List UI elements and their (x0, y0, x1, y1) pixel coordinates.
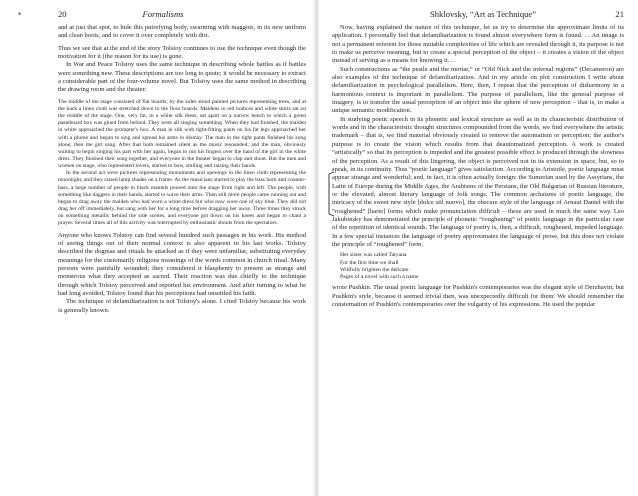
verse-line: Willfully brighten the delicate (340, 266, 409, 273)
paragraph: In studying poetic speech in its phonetic and lexical structure as well as in its characteristic distribution of words and in the characteristic thought structures compounded from the words, we find everywhere the artistic trademark – that is, we find material obviously created to remove the automatism or perception; the author's purpose is to create the vision which results from that deautomatized perception. A work is created “artistically” so that its perception is impeded and the greatest possible effect is produced through the slowness of the perception. As a result of this lingering, the object is perceived not in its extension in space, but, so to speak, in its continuity. Thus “poetic language” gives satisfaction. According to Aristotle, poetic language must appear strange and wonderful; and, in fact, it is often actually foreign: the Sumerian used by the Assyrians, the Latin of Europe during the Middle Ages, the Arabisms of the Persians, the Old Bulgarian of Russian literature, or the elevated, almost literary language of folk songs. The common archaisms of poetic language, the intricacy of the sweet new style [dolce stil nuovo], the obscure style of the language of Arnaut Daniel with the “roughened” [harte] forms which make pronunciation difficult – these are used in much the same way. Leo Jakubinsky has demonstrated the principle of phonetic “roughening” of poetic language in the particular case of the repetition of identical sounds. The language of poetry is, then, a difficult, roughened, impeded language. In a few special instances the language of poetry approximates the language of prose, but this does not violate the principle of “roughened” form. (332, 115, 624, 248)
paragraph: Such constructions as “the pestle and the mortar,” or “Old Nick and the infernal regions” (Decameron) are also examples of the technique of defamiliarization. And in my article on plot construction I write about defamiliarization in psychological parallelism. Here, then, I repeat that the perception of disharmony in a harmonious context is important in parallelism. The purpose of parallelism, like the general purpose of imagery, is to transfer the usual perception of an object into the sphere of new perception – that is, to make a unique semantic modification. (332, 65, 624, 115)
verse-quotation (340, 252, 624, 281)
paragraph-continued: and at just that spot, to hide this putrefying body, swarming with maggots, in its new uniform and clean boots, and to cover it over completely with dirt. (58, 24, 306, 40)
quote-paragraph: The middle of the stage consisted of flat boards; by the sides stood painted pictures representing trees, and at the back a linen cloth was stretched down to the floor boards. Maidens in red bodices and white skirts sat on the middle of the stage. One, very fat, in a white silk dress, sat apart on a narrow bench to which a green pasteboard box was glued from behind. They were all singing something. When they had finished, the maiden in white approached the prompter's box. A man in silk with tight-fitting pants on his fat legs approached her with a plume and began to sing and spread his arms in dismay. The man in the tight pants finished his song alone; then the girl sang. After that both remained silent as the music resounded; and the man, obviously waiting to begin singing his part with her again, began to run his fingers over the hand of the girl in the white dress. They finished their song together, and everyone in the theater began to clap and shout. But the men and women on stage, who represented lovers, started to bow, smiling and raising their hands. (58, 98, 306, 170)
left-page (0, 0, 316, 496)
verse-line: Her sister was called Tatyana (340, 252, 407, 259)
paragraph: wrote Pushkin. The usual poetic language for Pushkin's contemporaries was the elegant style of Derzhavin; but Pushkin's style, because it seemed trivial then, was unexpectedly difficult for them. We should remember the consternation of Pushkin's contemporaries over the vulgarity of his expressions. He used the popular (332, 284, 624, 309)
right-page (318, 0, 638, 496)
right-page-number: 21 (615, 9, 624, 19)
quote-paragraph: In the second act were pictures representing monuments and openings in the linen cloth representing the moonlight, and they raised lamp shades on a frame. As the musicians started to play the bass horn and counter-bass, a large number of people in black mantels poured onto the stage from right and left. The people, with something like daggers in their hands, started to wave their arms. Then still more people came running out and began to drag away the maiden who had worn a white dress but who now wore one of sky blue. They did not drag her off immediately, but sang with her for a long time before dragging her away. Three times they struck on something metallic behind the side scenes, and everyone got down on his knees and began to chant a prayer. Several times all of this activity was interrupted by enthusiastic shouts from the spectators. (58, 170, 306, 227)
paragraph: The technique of defamiliarization is not Tolstoy's alone. I cited Tolstoy because his work is generally known. (58, 298, 306, 314)
paragraph: Now, having explained the nature of this technique, let us try to determine the approximate limits of its application. I personally feel that defamiliarization is found almost everywhere form is found. . . An image is not a permanent referent for those mutable complexities of life which are revealed through it, its purpose is not to make us perceive meaning, but to create a special perception of the object – it creates a vision of the object instead of serving as a means for knowing it. . . (332, 24, 624, 65)
left-page-number: 20 (58, 9, 67, 19)
paragraph: Thus we see that at the end of the story Tolstoy continues to use the technique even though the motivation for it (the reason for its use) is gone. (58, 44, 306, 61)
verse-line: For the first time we shall (340, 259, 399, 266)
left-running-head: Formalisms (142, 9, 184, 19)
left-page-body (58, 24, 306, 315)
right-page-body (332, 24, 624, 310)
block-quotation (58, 99, 306, 228)
left-page-header (18, 4, 306, 24)
right-page-header (332, 4, 624, 24)
paragraph: In War and Peace Tolstoy uses the same technique in describing whole battles as if battles were something new. These descriptions are too long to quote; it would be necessary to extract a considerable part of the four-volume novel. But Tolstoy uses the same method in describing the drawing room and the theater: (58, 61, 306, 94)
margin-bullet-mark: • (18, 9, 22, 19)
paragraph: Anyone who knows Tolstoy can find several hundred such passages in his work. His method of seeing things out of their normal context is also apparent in his last works. Tolstoy described the dogmas and rituals he attacked as if they were unfamiliar, substituting everyday meanings for the customarily religious meanings of the words common in church ritual. Many persons were painfully wounded; they considered it blasphemy to present as strange and monstrous what they accepted as sacred. Their reaction was due chiefly to the technique through which Tolstoy perceived and reported his environment. And after turning to what he had long avoided, Tolstoy found that his perceptions had unsettled his faith. (58, 231, 306, 297)
verse-line: Pages of a novel with such a name (340, 274, 419, 281)
right-running-head: Shklovsky, “Art as Technique” (429, 9, 537, 19)
